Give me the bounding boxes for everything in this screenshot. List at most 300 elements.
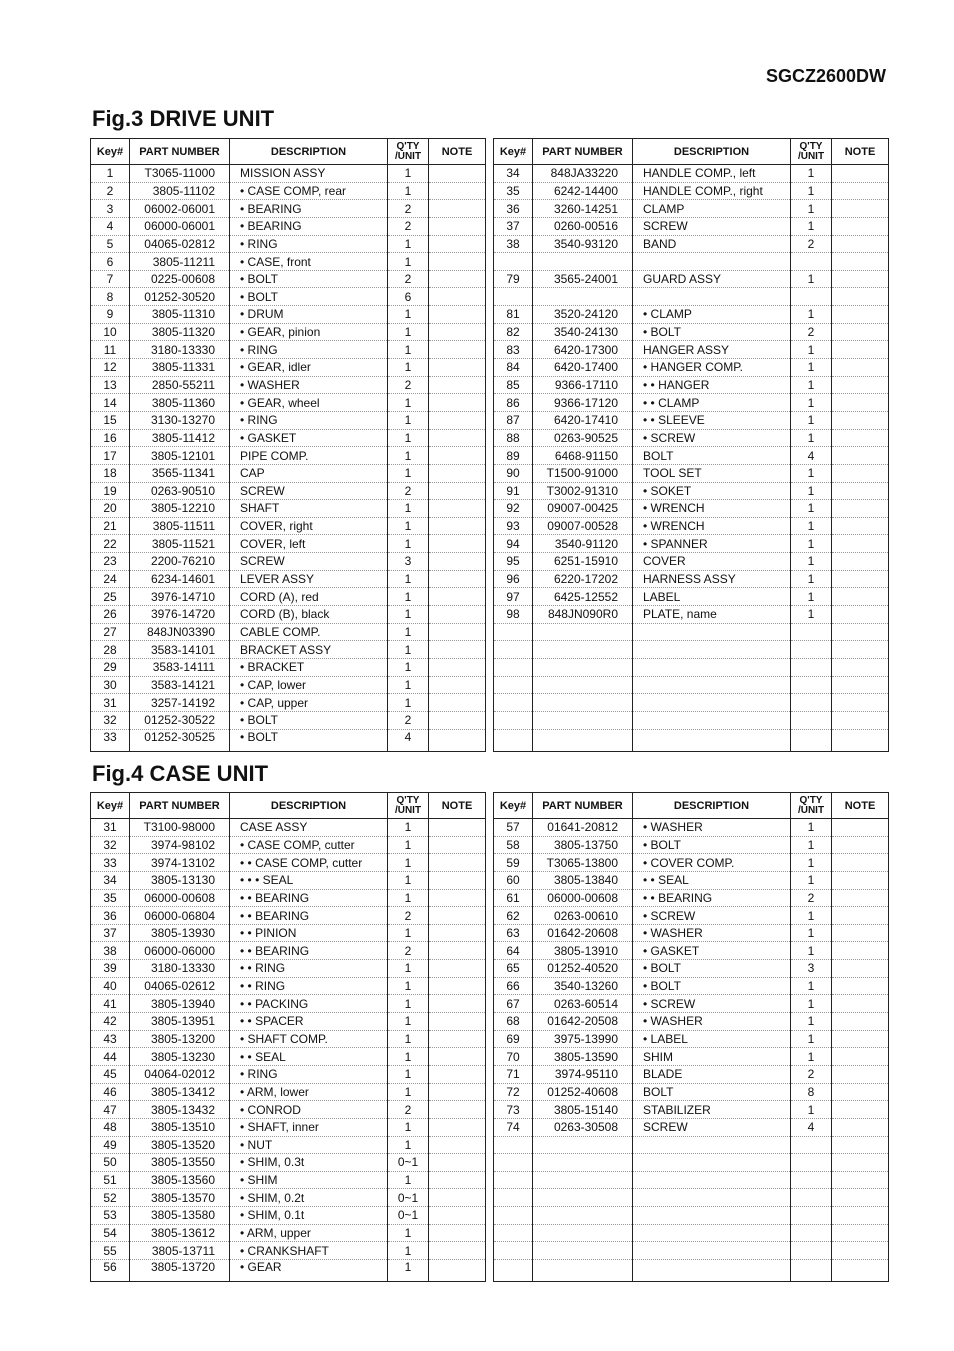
part-number-cell: 01252-30520: [130, 288, 230, 306]
note-cell: [832, 694, 889, 712]
key-cell: 65: [494, 960, 533, 978]
table-row: [91, 836, 486, 854]
description-cell: PIPE COMP.: [230, 447, 388, 465]
header-part-number: PART NUMBER: [130, 139, 230, 165]
description-cell: [633, 1224, 791, 1242]
key-cell: 81: [494, 306, 533, 324]
qty-cell: 1: [388, 570, 429, 588]
note-cell: [832, 535, 889, 553]
key-cell: [494, 1242, 533, 1260]
qty-cell: 1: [388, 517, 429, 535]
qty-cell: 4: [388, 729, 429, 751]
table-row: [91, 1118, 486, 1136]
description-cell: SCREW: [633, 1118, 791, 1136]
header-key: Key#: [494, 139, 533, 165]
note-cell: [429, 694, 486, 712]
description-cell: [633, 1171, 791, 1189]
note-cell: [832, 411, 889, 429]
key-cell: 55: [91, 1242, 130, 1260]
qty-cell: 1: [791, 341, 832, 359]
table-row: [494, 1260, 889, 1282]
description-cell: [633, 641, 791, 659]
note-cell: [429, 871, 486, 889]
part-number-cell: 3257-14192: [130, 694, 230, 712]
description-cell: • WASHER: [230, 376, 388, 394]
note-cell: [429, 658, 486, 676]
description-cell: • BOLT: [633, 323, 791, 341]
key-cell: 93: [494, 517, 533, 535]
part-number-cell: [533, 711, 633, 729]
table-row: [494, 836, 889, 854]
key-cell: [494, 288, 533, 306]
table-row: [91, 341, 486, 359]
qty-cell: 2: [388, 376, 429, 394]
key-cell: 60: [494, 871, 533, 889]
table-row: [494, 1224, 889, 1242]
header-qty-line1: Q'TY: [396, 794, 420, 806]
part-number-cell: 3805-11320: [130, 323, 230, 341]
key-cell: 92: [494, 500, 533, 518]
part-number-cell: 3180-13330: [130, 960, 230, 978]
qty-cell: 1: [388, 1083, 429, 1101]
description-cell: • BEARING: [230, 217, 388, 235]
part-number-cell: 0263-00610: [533, 907, 633, 925]
table-row: [494, 1101, 889, 1119]
note-cell: [429, 924, 486, 942]
description-cell: • • SEAL: [633, 871, 791, 889]
qty-cell: 1: [388, 658, 429, 676]
table-row: [91, 623, 486, 641]
part-number-cell: 3805-13230: [130, 1048, 230, 1066]
note-cell: [429, 1260, 486, 1282]
table-row: [91, 165, 486, 183]
qty-cell: 3: [388, 553, 429, 571]
note-cell: [832, 376, 889, 394]
header-part-number: PART NUMBER: [130, 793, 230, 819]
part-number-cell: 01252-30522: [130, 711, 230, 729]
table-row: [91, 376, 486, 394]
key-cell: 9: [91, 306, 130, 324]
description-cell: • • • SEAL: [230, 871, 388, 889]
table-row: [91, 960, 486, 978]
header-qty-line1: Q'TY: [799, 794, 823, 806]
note-cell: [832, 729, 889, 751]
qty-cell: 1: [791, 165, 832, 183]
part-number-cell: T3065-13800: [533, 854, 633, 872]
note-cell: [429, 1171, 486, 1189]
part-number-cell: 6420-17410: [533, 411, 633, 429]
key-cell: 23: [91, 553, 130, 571]
qty-cell: 1: [388, 1048, 429, 1066]
qty-cell: [791, 694, 832, 712]
table-row: [91, 924, 486, 942]
qty-cell: 1: [388, 235, 429, 253]
key-cell: 66: [494, 977, 533, 995]
part-number-cell: [533, 658, 633, 676]
table-row: [494, 641, 889, 659]
header-note: NOTE: [429, 793, 486, 819]
part-number-cell: 3805-12101: [130, 447, 230, 465]
description-cell: • • CLAMP: [633, 394, 791, 412]
key-cell: 11: [91, 341, 130, 359]
key-cell: 59: [494, 854, 533, 872]
note-cell: [429, 1118, 486, 1136]
table-row: [91, 253, 486, 271]
header-note: NOTE: [832, 139, 889, 165]
part-number-cell: [533, 1224, 633, 1242]
note-cell: [429, 889, 486, 907]
table-row: [494, 694, 889, 712]
note-cell: [429, 464, 486, 482]
description-cell: [633, 1260, 791, 1282]
qty-cell: 1: [791, 588, 832, 606]
header-qty: [388, 139, 429, 165]
qty-cell: 1: [791, 1030, 832, 1048]
part-number-cell: 0260-00516: [533, 217, 633, 235]
table-row: [494, 217, 889, 235]
note-cell: [429, 553, 486, 571]
header-note: NOTE: [832, 793, 889, 819]
description-cell: • BOLT: [230, 711, 388, 729]
part-number-cell: 01642-20608: [533, 924, 633, 942]
key-cell: 98: [494, 606, 533, 624]
key-cell: 3: [91, 200, 130, 218]
table-row: [91, 482, 486, 500]
note-cell: [832, 1260, 889, 1282]
key-cell: 90: [494, 464, 533, 482]
note-cell: [832, 1242, 889, 1260]
description-cell: BLADE: [633, 1065, 791, 1083]
qty-cell: 1: [388, 1013, 429, 1031]
part-number-cell: [533, 1171, 633, 1189]
key-cell: 38: [91, 942, 130, 960]
part-number-cell: [533, 1207, 633, 1225]
description-cell: [633, 1189, 791, 1207]
key-cell: 83: [494, 341, 533, 359]
qty-cell: 1: [791, 394, 832, 412]
table-row: [494, 960, 889, 978]
table-row: [494, 588, 889, 606]
note-cell: [429, 288, 486, 306]
note-cell: [429, 1154, 486, 1172]
qty-cell: 6: [388, 288, 429, 306]
qty-cell: 1: [388, 535, 429, 553]
part-number-cell: 3805-11102: [130, 182, 230, 200]
qty-cell: [791, 1136, 832, 1154]
key-cell: 97: [494, 588, 533, 606]
note-cell: [832, 889, 889, 907]
table-row: [494, 553, 889, 571]
qty-cell: 1: [791, 500, 832, 518]
part-number-cell: [533, 623, 633, 641]
part-number-cell: 06002-06001: [130, 200, 230, 218]
note-cell: [429, 1101, 486, 1119]
table-row: [91, 217, 486, 235]
note-cell: [832, 270, 889, 288]
note-cell: [429, 165, 486, 183]
qty-cell: 2: [791, 1065, 832, 1083]
part-number-cell: 3976-14710: [130, 588, 230, 606]
part-number-cell: 3974-98102: [130, 836, 230, 854]
table-row: [494, 676, 889, 694]
table-row: [91, 447, 486, 465]
description-cell: HARNESS ASSY: [633, 570, 791, 588]
note-cell: [832, 1048, 889, 1066]
part-number-cell: 06000-06001: [130, 217, 230, 235]
key-cell: 52: [91, 1189, 130, 1207]
key-cell: 39: [91, 960, 130, 978]
key-cell: 63: [494, 924, 533, 942]
qty-cell: 1: [791, 270, 832, 288]
qty-cell: 1: [791, 836, 832, 854]
header-qty-line2: /UNIT: [797, 804, 825, 816]
qty-cell: 1: [388, 1171, 429, 1189]
qty-cell: 2: [791, 323, 832, 341]
qty-cell: 2: [388, 1101, 429, 1119]
description-cell: SCREW: [633, 217, 791, 235]
qty-cell: 1: [388, 306, 429, 324]
description-cell: BOLT: [633, 447, 791, 465]
part-number-cell: [533, 729, 633, 751]
description-cell: • WASHER: [633, 1013, 791, 1031]
table-row: [494, 729, 889, 751]
table-row: [494, 995, 889, 1013]
table-row: [494, 200, 889, 218]
part-number-cell: 3805-13510: [130, 1118, 230, 1136]
table-row: [494, 447, 889, 465]
part-number-cell: 3540-91120: [533, 535, 633, 553]
note-cell: [832, 641, 889, 659]
note-cell: [429, 482, 486, 500]
description-cell: • RING: [230, 411, 388, 429]
key-cell: 43: [91, 1030, 130, 1048]
table-row: [91, 517, 486, 535]
part-number-cell: 3540-13260: [533, 977, 633, 995]
description-cell: • GEAR: [230, 1260, 388, 1282]
key-cell: 71: [494, 1065, 533, 1083]
qty-cell: 1: [791, 535, 832, 553]
table-row: [494, 977, 889, 995]
key-cell: 73: [494, 1101, 533, 1119]
description-cell: • SHIM, 0.3t: [230, 1154, 388, 1172]
note-cell: [832, 200, 889, 218]
table-row: [494, 889, 889, 907]
note-cell: [832, 1065, 889, 1083]
description-cell: [633, 729, 791, 751]
note-cell: [429, 182, 486, 200]
table-row: [494, 1154, 889, 1172]
table-row: [494, 341, 889, 359]
description-cell: • GASKET: [633, 942, 791, 960]
description-cell: CORD (B), black: [230, 606, 388, 624]
description-cell: • ARM, upper: [230, 1224, 388, 1242]
part-number-cell: 04064-02012: [130, 1065, 230, 1083]
qty-cell: [791, 658, 832, 676]
part-number-cell: 06000-00608: [130, 889, 230, 907]
key-cell: 22: [91, 535, 130, 553]
description-cell: • • PACKING: [230, 995, 388, 1013]
key-cell: 17: [91, 447, 130, 465]
key-cell: [494, 641, 533, 659]
note-cell: [832, 819, 889, 837]
table-row: [91, 1013, 486, 1031]
description-cell: • GEAR, wheel: [230, 394, 388, 412]
key-cell: 54: [91, 1224, 130, 1242]
description-cell: • • HANGER: [633, 376, 791, 394]
key-cell: 88: [494, 429, 533, 447]
description-cell: HANGER ASSY: [633, 341, 791, 359]
key-cell: 32: [91, 711, 130, 729]
qty-cell: 1: [388, 1224, 429, 1242]
note-cell: [429, 570, 486, 588]
note-cell: [832, 924, 889, 942]
fig3-left-table: [90, 138, 486, 752]
part-number-cell: 6234-14601: [130, 570, 230, 588]
header-qty-line2: /UNIT: [394, 804, 422, 816]
description-cell: MISSION ASSY: [230, 165, 388, 183]
description-cell: • CRANKSHAFT: [230, 1242, 388, 1260]
qty-cell: [791, 676, 832, 694]
key-cell: 70: [494, 1048, 533, 1066]
header-part-number: PART NUMBER: [533, 793, 633, 819]
part-number-cell: 09007-00528: [533, 517, 633, 535]
key-cell: 13: [91, 376, 130, 394]
table-row: [91, 1065, 486, 1083]
part-number-cell: 3805-13560: [130, 1171, 230, 1189]
part-number-cell: 3583-14121: [130, 676, 230, 694]
qty-cell: 1: [388, 429, 429, 447]
key-cell: 28: [91, 641, 130, 659]
table-row: [494, 1171, 889, 1189]
note-cell: [429, 1048, 486, 1066]
part-number-cell: T3002-91310: [533, 482, 633, 500]
part-number-cell: 3805-13940: [130, 995, 230, 1013]
note-cell: [832, 871, 889, 889]
part-number-cell: 848JN03390: [130, 623, 230, 641]
description-cell: • LABEL: [633, 1030, 791, 1048]
qty-cell: 1: [791, 411, 832, 429]
qty-cell: [791, 1224, 832, 1242]
table-row: [494, 1048, 889, 1066]
key-cell: 10: [91, 323, 130, 341]
table-row: [91, 306, 486, 324]
part-number-cell: 3975-13990: [533, 1030, 633, 1048]
table-row: [91, 411, 486, 429]
part-number-cell: 6425-12552: [533, 588, 633, 606]
table-row: [494, 411, 889, 429]
key-cell: [494, 1171, 533, 1189]
note-cell: [429, 907, 486, 925]
key-cell: 33: [91, 729, 130, 751]
qty-cell: 1: [791, 570, 832, 588]
part-number-cell: 3805-13550: [130, 1154, 230, 1172]
qty-cell: 0~1: [388, 1154, 429, 1172]
qty-cell: [791, 1189, 832, 1207]
part-number-cell: 3805-15140: [533, 1101, 633, 1119]
part-number-cell: 01641-20812: [533, 819, 633, 837]
qty-cell: 1: [388, 854, 429, 872]
note-cell: [429, 1083, 486, 1101]
note-cell: [429, 517, 486, 535]
key-cell: [494, 1224, 533, 1242]
part-number-cell: 3974-13102: [130, 854, 230, 872]
table-row: [91, 694, 486, 712]
key-cell: 53: [91, 1207, 130, 1225]
qty-cell: 1: [791, 359, 832, 377]
qty-cell: 1: [388, 500, 429, 518]
description-cell: • CAP, lower: [230, 676, 388, 694]
description-cell: • CASE COMP, rear: [230, 182, 388, 200]
qty-cell: [791, 1154, 832, 1172]
key-cell: 31: [91, 694, 130, 712]
part-number-cell: 3805-12210: [130, 500, 230, 518]
key-cell: 18: [91, 464, 130, 482]
qty-cell: 2: [791, 235, 832, 253]
description-cell: HANDLE COMP., left: [633, 165, 791, 183]
qty-cell: 1: [388, 889, 429, 907]
header-key: Key#: [91, 139, 130, 165]
key-cell: 37: [494, 217, 533, 235]
description-cell: • WASHER: [633, 819, 791, 837]
description-cell: • BOLT: [230, 729, 388, 751]
header-description: DESCRIPTION: [230, 793, 388, 819]
part-number-cell: 2200-76210: [130, 553, 230, 571]
fig4-title: Fig.4 CASE UNIT: [92, 761, 269, 786]
description-cell: • • SEAL: [230, 1048, 388, 1066]
note-cell: [429, 1013, 486, 1031]
key-cell: 50: [91, 1154, 130, 1172]
part-number-cell: 3805-11521: [130, 535, 230, 553]
part-number-cell: [533, 1136, 633, 1154]
qty-cell: [791, 729, 832, 751]
qty-cell: 3: [791, 960, 832, 978]
part-number-cell: 3974-95110: [533, 1065, 633, 1083]
description-cell: • WRENCH: [633, 500, 791, 518]
table-row: [91, 429, 486, 447]
table-row: [494, 1083, 889, 1101]
part-number-cell: [533, 1154, 633, 1172]
table-row: [91, 464, 486, 482]
part-number-cell: 3805-13520: [130, 1136, 230, 1154]
qty-cell: 1: [791, 995, 832, 1013]
description-cell: PLATE, name: [633, 606, 791, 624]
key-cell: 72: [494, 1083, 533, 1101]
part-number-cell: 6468-91150: [533, 447, 633, 465]
key-cell: 69: [494, 1030, 533, 1048]
key-cell: 95: [494, 553, 533, 571]
part-number-cell: 9366-17120: [533, 394, 633, 412]
part-number-cell: 06000-00608: [533, 889, 633, 907]
note-cell: [832, 1171, 889, 1189]
key-cell: 62: [494, 907, 533, 925]
part-number-cell: 3130-13270: [130, 411, 230, 429]
key-cell: [494, 1260, 533, 1282]
table-row: [91, 500, 486, 518]
model-number: SGCZ2600DW: [765, 66, 886, 86]
table-row: [494, 1118, 889, 1136]
description-cell: SHAFT: [230, 500, 388, 518]
description-cell: BAND: [633, 235, 791, 253]
qty-cell: 1: [791, 1013, 832, 1031]
part-number-cell: T1500-91000: [533, 464, 633, 482]
qty-cell: [791, 253, 832, 271]
header-qty-line2: /UNIT: [797, 150, 825, 162]
table-row: [91, 606, 486, 624]
table-row: [91, 1242, 486, 1260]
description-cell: • SHIM, 0.1t: [230, 1207, 388, 1225]
description-cell: • BOLT: [230, 270, 388, 288]
note-cell: [429, 960, 486, 978]
